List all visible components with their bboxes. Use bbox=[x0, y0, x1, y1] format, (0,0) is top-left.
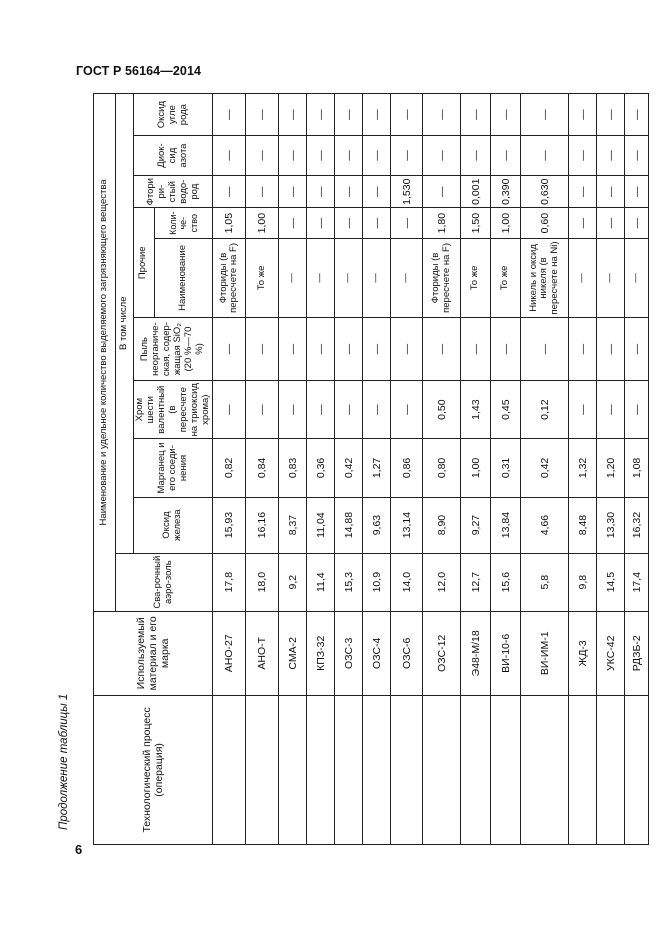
cell-hydrogen-fluoride: — bbox=[307, 175, 335, 208]
cell-other-quantity: 1,50 bbox=[461, 208, 491, 238]
cell-chromium: — bbox=[279, 381, 307, 439]
cell-chromium: 1,43 bbox=[461, 381, 491, 439]
cell-manganese: 0,80 bbox=[423, 439, 461, 497]
table-continuation-label: Продолжение таблицы 1 bbox=[58, 693, 70, 830]
cell-operation bbox=[521, 695, 569, 844]
table-row bbox=[335, 94, 363, 845]
cell-other-quantity: — bbox=[597, 208, 625, 238]
table-row bbox=[279, 94, 307, 845]
cell-chromium: 0,12 bbox=[521, 381, 569, 439]
header-material: Используемый материал и его марка bbox=[94, 611, 213, 695]
header-inorganic-dust: Пыль неорганиче-ская, содер-жащая SiO₂ (20 %—70 %) bbox=[134, 318, 213, 381]
cell-nitrogen-dioxide: — bbox=[461, 136, 491, 176]
cell-chromium: — bbox=[597, 381, 625, 439]
cell-other-quantity: — bbox=[279, 208, 307, 238]
cell-other-quantity: — bbox=[363, 208, 391, 238]
cell-material: ОЗС-3 bbox=[335, 611, 363, 695]
rotated-table-container bbox=[93, 93, 643, 845]
cell-other-name: Фториды (в пересчете на F) bbox=[423, 238, 461, 317]
cell-other-name: — bbox=[625, 238, 649, 317]
cell-iron-oxide: 13,84 bbox=[491, 497, 521, 553]
cell-other-name: — bbox=[391, 238, 423, 317]
cell-inorganic-dust: — bbox=[213, 318, 246, 381]
cell-other-name: То же bbox=[491, 238, 521, 317]
cell-iron-oxide: 11,04 bbox=[307, 497, 335, 553]
cell-other-name: — bbox=[569, 238, 597, 317]
cell-iron-oxide: 15,93 bbox=[213, 497, 246, 553]
cell-hydrogen-fluoride: — bbox=[597, 175, 625, 208]
cell-carbon-oxide: — bbox=[391, 94, 423, 136]
cell-aerosol: 14,5 bbox=[597, 553, 625, 611]
cell-iron-oxide: 8,48 bbox=[569, 497, 597, 553]
cell-manganese: 0,86 bbox=[391, 439, 423, 497]
cell-hydrogen-fluoride: — bbox=[335, 175, 363, 208]
cell-chromium: — bbox=[625, 381, 649, 439]
cell-inorganic-dust: — bbox=[307, 318, 335, 381]
cell-manganese: 1,32 bbox=[569, 439, 597, 497]
document-header: ГОСТ Р 56164—2014 bbox=[76, 64, 202, 78]
cell-aerosol: 11,4 bbox=[307, 553, 335, 611]
cell-carbon-oxide: — bbox=[491, 94, 521, 136]
header-iron-oxide: Оксид железа bbox=[134, 497, 213, 553]
cell-iron-oxide: 14,88 bbox=[335, 497, 363, 553]
header-chromium: Хром шести валентный (в пересчете на триоксид хрома) bbox=[134, 381, 213, 439]
header-nitrogen-dioxide: Диок-сид азота bbox=[134, 136, 213, 176]
cell-nitrogen-dioxide: — bbox=[521, 136, 569, 176]
cell-carbon-oxide: — bbox=[461, 94, 491, 136]
cell-carbon-oxide: — bbox=[279, 94, 307, 136]
cell-iron-oxide: 16,32 bbox=[625, 497, 649, 553]
header-carbon-oxide: Оксид угле рода bbox=[134, 94, 213, 136]
cell-manganese: 1,00 bbox=[461, 439, 491, 497]
cell-iron-oxide: 9,63 bbox=[363, 497, 391, 553]
table-row bbox=[391, 94, 423, 845]
cell-hydrogen-fluoride: — bbox=[569, 175, 597, 208]
cell-operation bbox=[213, 695, 246, 844]
cell-nitrogen-dioxide: — bbox=[491, 136, 521, 176]
cell-inorganic-dust: — bbox=[491, 318, 521, 381]
cell-inorganic-dust: — bbox=[597, 318, 625, 381]
header-aerosol: Сва-рочный аэро-золь bbox=[116, 553, 213, 611]
cell-material: СМА-2 bbox=[279, 611, 307, 695]
cell-hydrogen-fluoride: — bbox=[213, 175, 246, 208]
cell-iron-oxide: 8,90 bbox=[423, 497, 461, 553]
header-other-name: Наименование bbox=[154, 238, 213, 317]
cell-aerosol: 15,3 bbox=[335, 553, 363, 611]
table-row bbox=[625, 94, 649, 845]
cell-aerosol: 14,0 bbox=[391, 553, 423, 611]
cell-other-quantity: 0,60 bbox=[521, 208, 569, 238]
cell-inorganic-dust: — bbox=[246, 318, 279, 381]
cell-operation bbox=[625, 695, 649, 844]
cell-other-quantity: 1,00 bbox=[491, 208, 521, 238]
cell-carbon-oxide: — bbox=[213, 94, 246, 136]
cell-hydrogen-fluoride: — bbox=[279, 175, 307, 208]
cell-nitrogen-dioxide: — bbox=[335, 136, 363, 176]
cell-aerosol: 17,4 bbox=[625, 553, 649, 611]
table-row bbox=[246, 94, 279, 845]
cell-material: ОЗС-6 bbox=[391, 611, 423, 695]
cell-nitrogen-dioxide: — bbox=[363, 136, 391, 176]
cell-nitrogen-dioxide: — bbox=[423, 136, 461, 176]
cell-hydrogen-fluoride: 0,001 bbox=[461, 175, 491, 208]
cell-hydrogen-fluoride: 0,390 bbox=[491, 175, 521, 208]
cell-iron-oxide: 4,66 bbox=[521, 497, 569, 553]
cell-aerosol: 10,9 bbox=[363, 553, 391, 611]
cell-chromium: — bbox=[363, 381, 391, 439]
table-row bbox=[213, 94, 246, 845]
cell-other-quantity: — bbox=[569, 208, 597, 238]
header-other-quantity: Коли-че-ство bbox=[154, 208, 213, 238]
cell-inorganic-dust: — bbox=[625, 318, 649, 381]
cell-hydrogen-fluoride: 0,630 bbox=[521, 175, 569, 208]
cell-operation bbox=[461, 695, 491, 844]
cell-other-name: То же bbox=[246, 238, 279, 317]
cell-chromium: — bbox=[569, 381, 597, 439]
cell-operation bbox=[279, 695, 307, 844]
cell-iron-oxide: 9,27 bbox=[461, 497, 491, 553]
header-operation: Технологический процесс (операция) bbox=[94, 695, 213, 844]
cell-operation bbox=[363, 695, 391, 844]
cell-manganese: 0,42 bbox=[521, 439, 569, 497]
table-row bbox=[461, 94, 491, 845]
cell-carbon-oxide: — bbox=[363, 94, 391, 136]
table-row bbox=[569, 94, 597, 845]
cell-manganese: 1,20 bbox=[597, 439, 625, 497]
cell-other-quantity: — bbox=[335, 208, 363, 238]
cell-other-quantity: 1,00 bbox=[246, 208, 279, 238]
cell-material: ЖД-3 bbox=[569, 611, 597, 695]
header-other: Прочие bbox=[134, 208, 155, 318]
table-row bbox=[491, 94, 521, 845]
pollutant-table bbox=[93, 93, 649, 845]
cell-other-quantity: — bbox=[625, 208, 649, 238]
cell-chromium: — bbox=[307, 381, 335, 439]
cell-inorganic-dust: — bbox=[335, 318, 363, 381]
cell-chromium: 0,45 bbox=[491, 381, 521, 439]
cell-inorganic-dust: — bbox=[363, 318, 391, 381]
cell-material: Э48-М/18 bbox=[461, 611, 491, 695]
cell-material: ОЗС-12 bbox=[423, 611, 461, 695]
cell-hydrogen-fluoride: — bbox=[423, 175, 461, 208]
cell-other-quantity: — bbox=[391, 208, 423, 238]
cell-aerosol: 9,8 bbox=[569, 553, 597, 611]
cell-hydrogen-fluoride: — bbox=[363, 175, 391, 208]
cell-aerosol: 9,2 bbox=[279, 553, 307, 611]
cell-carbon-oxide: — bbox=[246, 94, 279, 136]
cell-inorganic-dust: — bbox=[279, 318, 307, 381]
cell-iron-oxide: 16,16 bbox=[246, 497, 279, 553]
table-row bbox=[363, 94, 391, 845]
cell-chromium: — bbox=[391, 381, 423, 439]
cell-inorganic-dust: — bbox=[569, 318, 597, 381]
header-subgroup: В том числе bbox=[116, 94, 134, 554]
cell-material: ОЗС-4 bbox=[363, 611, 391, 695]
cell-nitrogen-dioxide: — bbox=[391, 136, 423, 176]
cell-iron-oxide: 13,14 bbox=[391, 497, 423, 553]
cell-carbon-oxide: — bbox=[423, 94, 461, 136]
cell-material: УКС-42 bbox=[597, 611, 625, 695]
cell-other-name: То же bbox=[461, 238, 491, 317]
cell-nitrogen-dioxide: — bbox=[246, 136, 279, 176]
cell-chromium: — bbox=[213, 381, 246, 439]
cell-other-name: — bbox=[363, 238, 391, 317]
cell-operation bbox=[597, 695, 625, 844]
header-hydrogen-fluoride: Фтори ри-стый водо-род bbox=[134, 175, 213, 208]
cell-manganese: 0,82 bbox=[213, 439, 246, 497]
table-row bbox=[423, 94, 461, 845]
cell-carbon-oxide: — bbox=[521, 94, 569, 136]
cell-hydrogen-fluoride: — bbox=[625, 175, 649, 208]
cell-nitrogen-dioxide: — bbox=[279, 136, 307, 176]
table-row bbox=[521, 94, 569, 845]
cell-nitrogen-dioxide: — bbox=[597, 136, 625, 176]
cell-manganese: 0,42 bbox=[335, 439, 363, 497]
cell-nitrogen-dioxide: — bbox=[625, 136, 649, 176]
cell-other-quantity: — bbox=[307, 208, 335, 238]
cell-manganese: 1,27 bbox=[363, 439, 391, 497]
cell-aerosol: 18,0 bbox=[246, 553, 279, 611]
cell-manganese: 0,84 bbox=[246, 439, 279, 497]
cell-inorganic-dust: — bbox=[423, 318, 461, 381]
cell-inorganic-dust: — bbox=[521, 318, 569, 381]
table-row bbox=[597, 94, 625, 845]
cell-chromium: — bbox=[335, 381, 363, 439]
cell-aerosol: 12,0 bbox=[423, 553, 461, 611]
cell-other-name: — bbox=[279, 238, 307, 317]
cell-operation bbox=[391, 695, 423, 844]
cell-other-name: — bbox=[335, 238, 363, 317]
cell-aerosol: 17,8 bbox=[213, 553, 246, 611]
cell-other-quantity: 1,80 bbox=[423, 208, 461, 238]
cell-material: АНО-27 bbox=[213, 611, 246, 695]
cell-nitrogen-dioxide: — bbox=[307, 136, 335, 176]
cell-material: РДЗБ-2 bbox=[625, 611, 649, 695]
cell-operation bbox=[491, 695, 521, 844]
cell-manganese: 1,08 bbox=[625, 439, 649, 497]
cell-operation bbox=[307, 695, 335, 844]
cell-aerosol: 12,7 bbox=[461, 553, 491, 611]
cell-hydrogen-fluoride: — bbox=[246, 175, 279, 208]
cell-material: КПЗ-32 bbox=[307, 611, 335, 695]
cell-other-name: Фториды (в пересчете на F) bbox=[213, 238, 246, 317]
cell-material: ВИ-ИМ-1 bbox=[521, 611, 569, 695]
page-number: 6 bbox=[75, 842, 83, 857]
cell-other-quantity: 1,05 bbox=[213, 208, 246, 238]
cell-carbon-oxide: — bbox=[569, 94, 597, 136]
cell-other-name: — bbox=[597, 238, 625, 317]
cell-iron-oxide: 8,37 bbox=[279, 497, 307, 553]
cell-iron-oxide: 13,30 bbox=[597, 497, 625, 553]
cell-other-name: — bbox=[307, 238, 335, 317]
cell-manganese: 0,31 bbox=[491, 439, 521, 497]
cell-inorganic-dust: — bbox=[461, 318, 491, 381]
cell-operation bbox=[246, 695, 279, 844]
cell-carbon-oxide: — bbox=[307, 94, 335, 136]
table-row bbox=[307, 94, 335, 845]
cell-nitrogen-dioxide: — bbox=[213, 136, 246, 176]
cell-carbon-oxide: — bbox=[597, 94, 625, 136]
header-group-title: Наименование и удельное количество выделяемого загрязняющего вещества bbox=[94, 94, 116, 612]
cell-manganese: 0,36 bbox=[307, 439, 335, 497]
cell-other-name: Никель и оксид никеля (в пересчете на Ni) bbox=[521, 238, 569, 317]
cell-carbon-oxide: — bbox=[335, 94, 363, 136]
cell-operation bbox=[335, 695, 363, 844]
cell-aerosol: 15,6 bbox=[491, 553, 521, 611]
cell-hydrogen-fluoride: 1,530 bbox=[391, 175, 423, 208]
cell-operation bbox=[569, 695, 597, 844]
header-manganese: Марганец и его соеди-нения bbox=[134, 439, 213, 497]
cell-nitrogen-dioxide: — bbox=[569, 136, 597, 176]
cell-manganese: 0,83 bbox=[279, 439, 307, 497]
cell-operation bbox=[423, 695, 461, 844]
cell-material: ВИ-10-6 bbox=[491, 611, 521, 695]
cell-carbon-oxide: — bbox=[625, 94, 649, 136]
cell-material: АНО-Т bbox=[246, 611, 279, 695]
cell-inorganic-dust: — bbox=[391, 318, 423, 381]
cell-chromium: — bbox=[246, 381, 279, 439]
cell-aerosol: 5,8 bbox=[521, 553, 569, 611]
cell-chromium: 0,50 bbox=[423, 381, 461, 439]
